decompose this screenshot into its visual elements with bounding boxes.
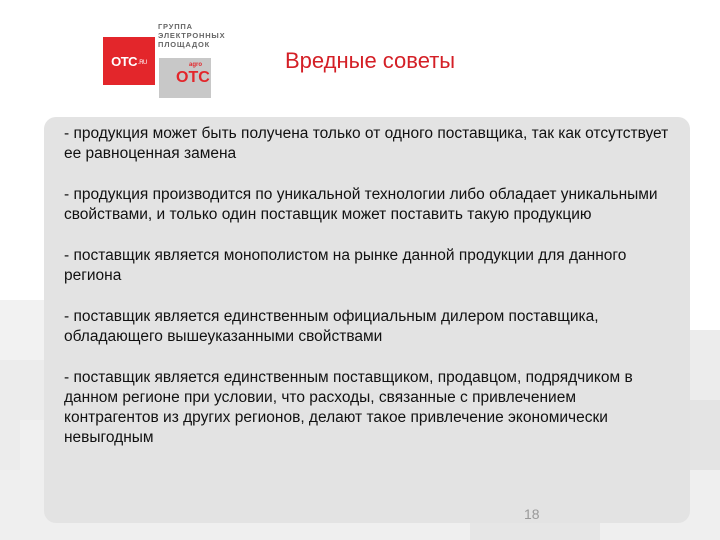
group-caption-line: ГРУППА — [158, 22, 193, 31]
advice-item: - продукция может быть получена только от одного поставщика, так как отсутствует ее равноценная замена — [64, 125, 669, 162]
advice-item: - поставщик является единственным официальным дилером поставщика, обладающего вышеуказанными свойствами — [64, 308, 599, 345]
advice-item: - поставщик является единственным поставщиком, продавцом, подрядчиком в данном регионе при условии, что расходы, связанные с привлечением контрагентов из других регионов, делают такое привлечение экономически невыгодным — [64, 369, 633, 446]
otc-logo-text: ОТС — [111, 53, 138, 69]
agro-logo-text: ОТС — [176, 69, 210, 86]
group-caption-line: ЭЛЕКТРОННЫХ — [158, 31, 226, 40]
group-caption-line: ПЛОЩАДОК — [158, 40, 210, 49]
agro-logo-small-text: agro — [189, 62, 203, 68]
otc-agro-logo — [159, 58, 211, 98]
advice-item: - продукция производится по уникальной технологии либо обладает уникальными свойствами, и только один поставщик может поставить такую продукцию — [64, 186, 658, 223]
otc-logo — [103, 37, 155, 85]
slide-title: Вредные советы — [285, 48, 456, 73]
otc-logo-suffix: .RU — [138, 59, 147, 66]
page-number: 18 — [524, 506, 540, 522]
advice-item: - поставщик является монополистом на рынке данной продукции для данного региона — [64, 247, 627, 284]
advice-list — [64, 124, 674, 469]
group-caption — [158, 22, 225, 49]
